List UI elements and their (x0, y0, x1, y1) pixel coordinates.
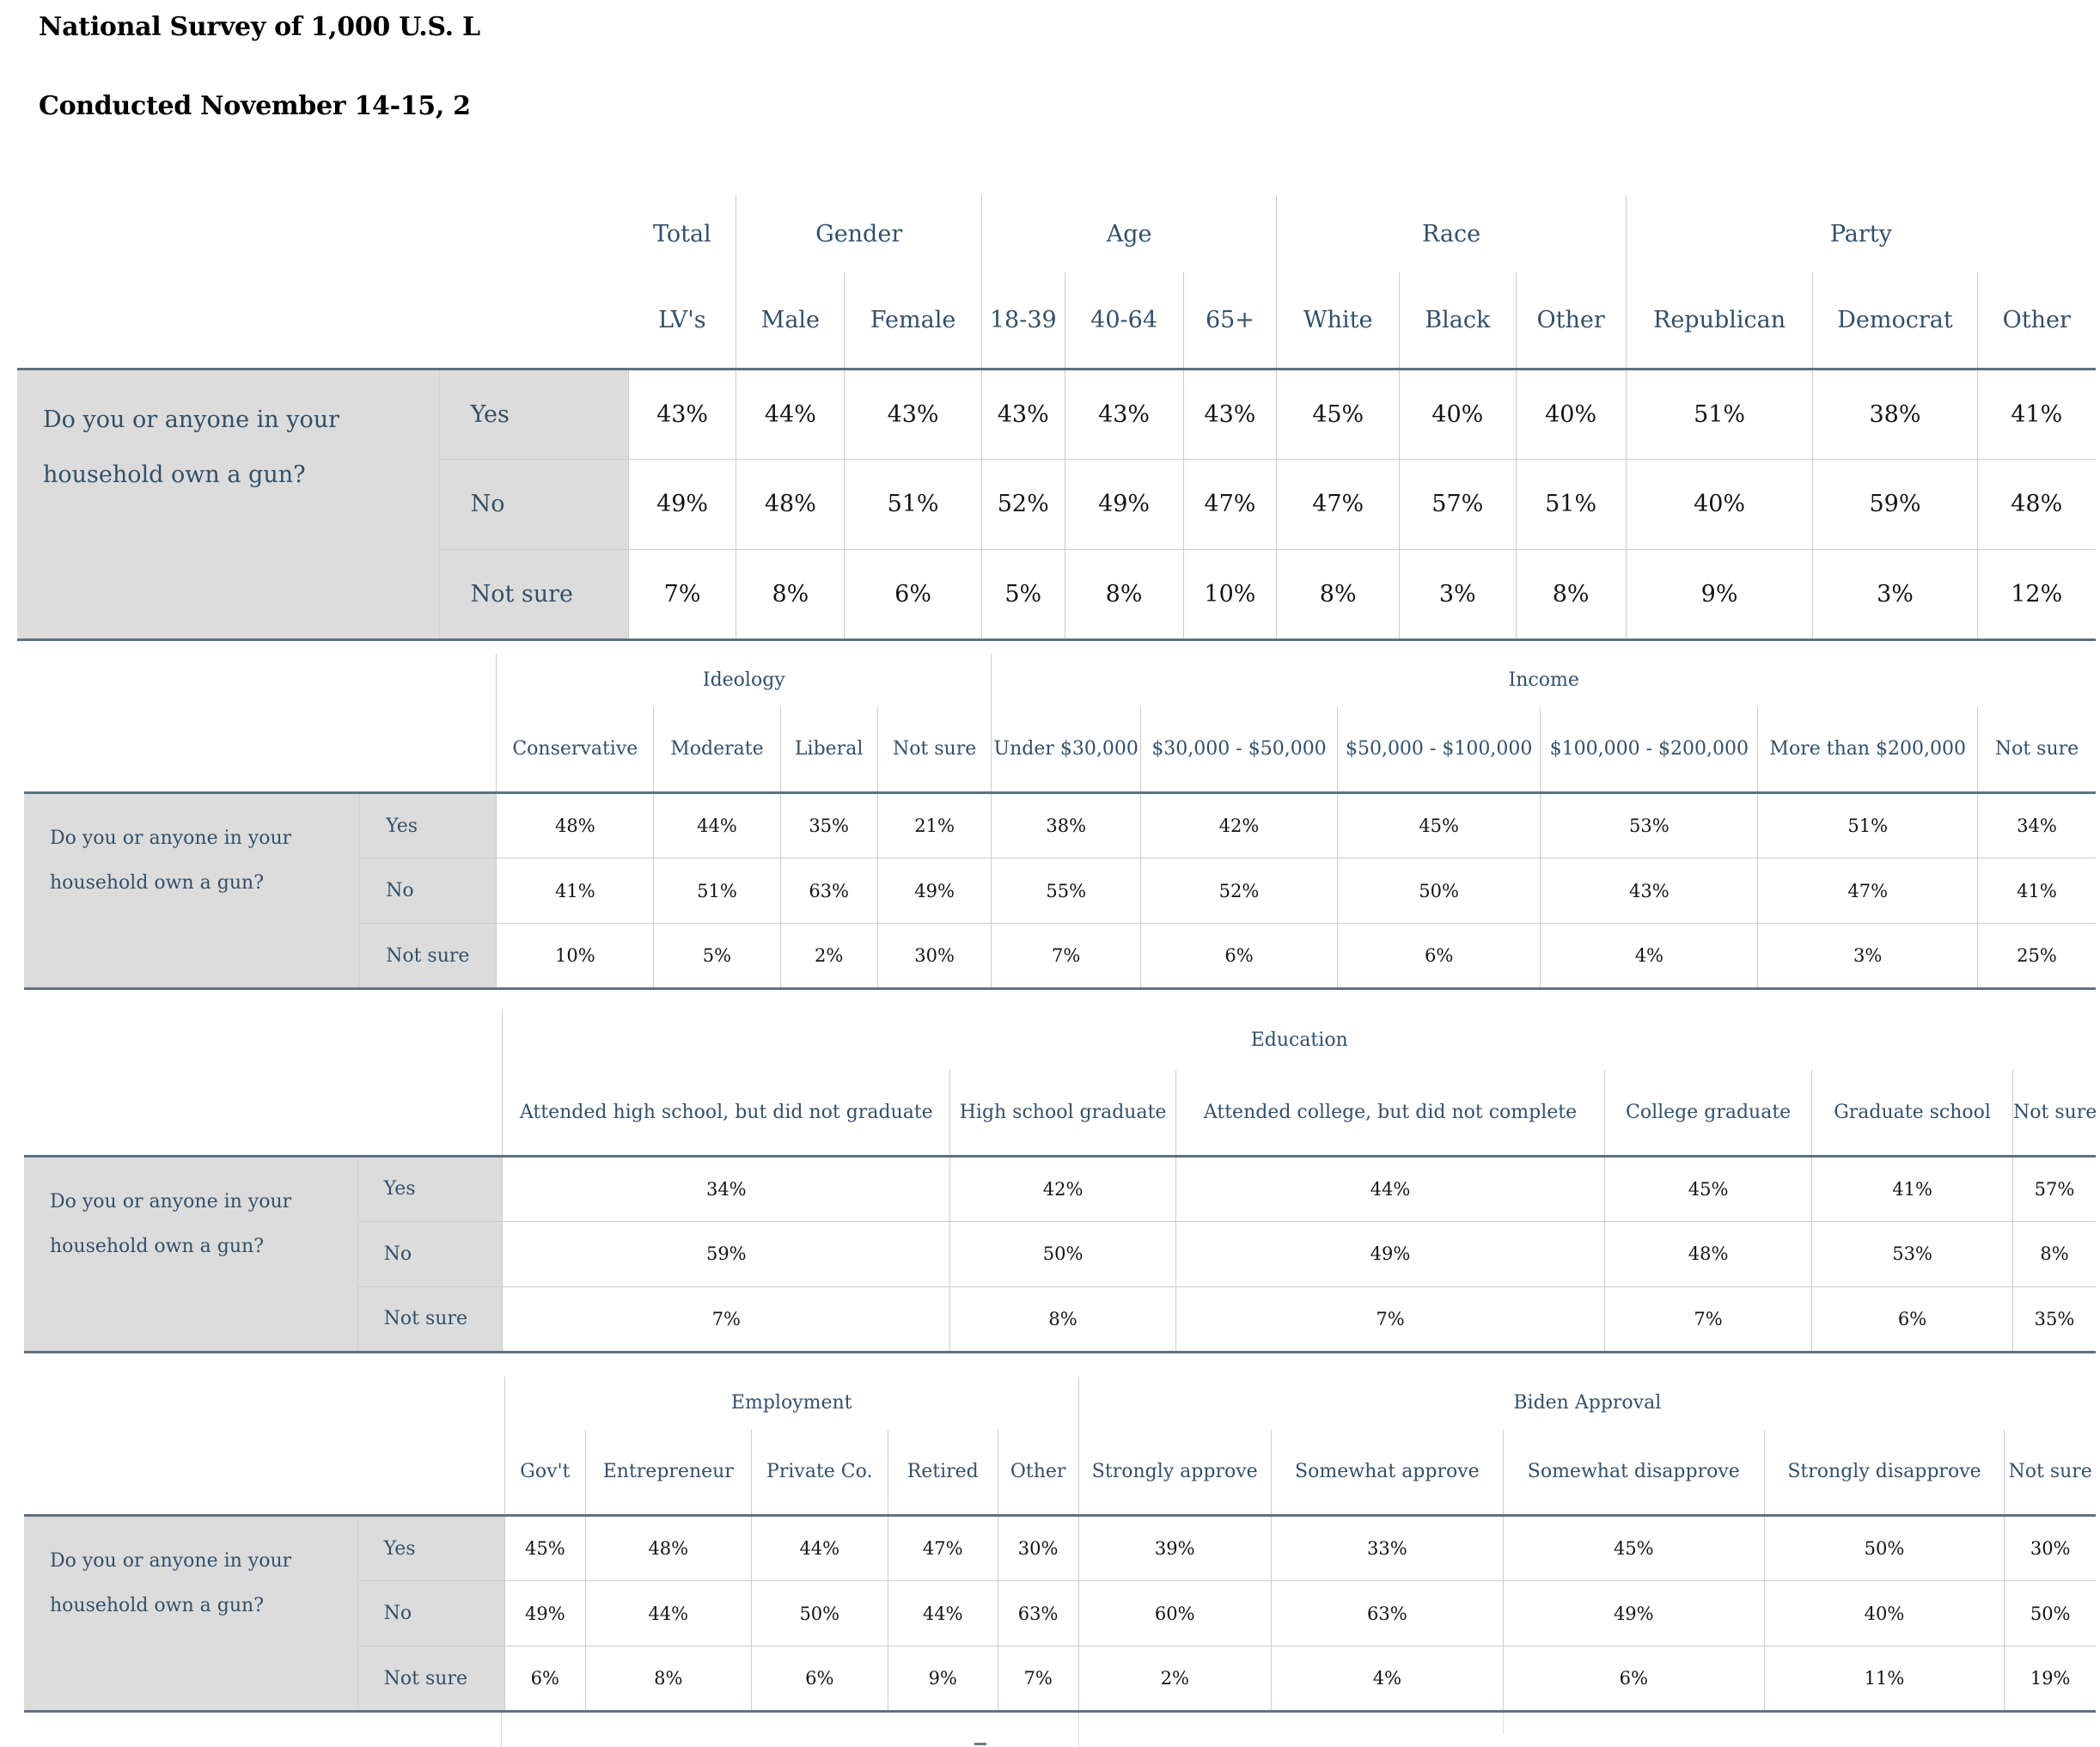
value-cell: 6% (1812, 1286, 2013, 1352)
value-cell: 43% (1065, 369, 1183, 459)
question-line2: household own a gun? (50, 872, 264, 894)
question-line1: Do you or anyone in your (50, 828, 292, 849)
value-cell: 60% (1078, 1581, 1271, 1646)
group-header-row (24, 654, 2096, 707)
value-cell: 8% (585, 1646, 751, 1712)
value-cell: 30% (998, 1516, 1078, 1581)
value-cell: 44% (654, 793, 780, 858)
column-header: Other (1516, 272, 1626, 369)
column-header: Conservative (497, 707, 654, 793)
value-cell: 10% (497, 924, 654, 989)
value-cell: 8% (1277, 549, 1400, 639)
value-cell: 11% (1764, 1646, 2005, 1712)
value-cell: 7% (628, 549, 736, 639)
column-header: High school graduate (950, 1070, 1176, 1156)
column-header-row (24, 1430, 2096, 1516)
value-cell: 40% (1626, 459, 1813, 549)
value-cell: 8% (1065, 549, 1183, 639)
value-cell: 39% (1078, 1516, 1271, 1581)
value-cell: 45% (1338, 793, 1541, 858)
value-cell: 38% (992, 793, 1141, 858)
value-cell: 49% (1175, 1221, 1604, 1286)
value-cell: 52% (1140, 858, 1337, 924)
value-cell: 48% (1977, 459, 2096, 549)
value-cell: 8% (1516, 549, 1626, 639)
value-cell: 41% (1977, 858, 2096, 924)
value-cell: 44% (888, 1581, 998, 1646)
column-header: Strongly approve (1078, 1430, 1271, 1516)
value-cell: 57% (2013, 1156, 2097, 1221)
value-cell: 53% (1541, 793, 1758, 858)
value-cell: 63% (780, 858, 877, 924)
column-header: Liberal (780, 707, 877, 793)
header-spacer (24, 1377, 504, 1430)
value-cell: 45% (504, 1516, 585, 1581)
row-label: Not sure (360, 924, 497, 989)
column-header: Not sure (1977, 707, 2096, 793)
value-cell: 57% (1400, 459, 1516, 549)
value-cell: 48% (497, 793, 654, 858)
column-header: Attended college, but did not complete (1175, 1070, 1604, 1156)
value-cell: 47% (1277, 459, 1400, 549)
value-cell: 52% (981, 459, 1065, 549)
value-cell: 49% (628, 459, 736, 549)
value-cell: 50% (751, 1581, 888, 1646)
value-cell: 19% (2005, 1646, 2096, 1712)
header-spacer (24, 1010, 503, 1070)
column-header: Attended high school, but did not graduate (503, 1070, 950, 1156)
crosstab-demographics (17, 195, 2096, 641)
value-cell: 41% (1812, 1156, 2013, 1221)
value-cell: 51% (845, 459, 982, 549)
value-cell: 5% (981, 549, 1065, 639)
column-header: Graduate school (1812, 1070, 2013, 1156)
next-table-fragment (24, 1713, 2096, 1747)
value-cell: 44% (751, 1516, 888, 1581)
value-cell: 47% (1758, 858, 1978, 924)
value-cell: 8% (736, 549, 845, 639)
value-cell: 3% (1400, 549, 1516, 639)
group-header-party: Party (1626, 195, 2096, 272)
crosstab-employment-biden-approval (24, 1377, 2096, 1713)
value-cell: 2% (780, 924, 877, 989)
value-cell: 49% (1503, 1581, 1764, 1646)
row-label: No (439, 459, 628, 549)
value-cell: 4% (1541, 924, 1758, 989)
column-header: 65+ (1183, 272, 1277, 369)
value-cell: 34% (1977, 793, 2096, 858)
value-cell: 51% (1626, 369, 1813, 459)
group-header-age: Age (981, 195, 1276, 272)
question-cell (24, 1516, 357, 1712)
table-row (17, 369, 2096, 459)
column-header: 18-39 (981, 272, 1065, 369)
table-row (24, 1516, 2096, 1581)
column-header: Strongly disapprove (1764, 1430, 2005, 1516)
value-cell: 9% (1626, 549, 1813, 639)
grid-line (1503, 1713, 1504, 1733)
group-header-education: Education (503, 1010, 2096, 1070)
value-cell: 50% (2005, 1581, 2096, 1646)
group-header-ideology: Ideology (497, 654, 992, 707)
row-label: No (357, 1581, 504, 1646)
value-cell: 7% (998, 1646, 1078, 1712)
value-cell: 30% (2005, 1516, 2096, 1581)
value-cell: 21% (877, 793, 992, 858)
column-header: Democrat (1813, 272, 1977, 369)
value-cell: 7% (1605, 1286, 1812, 1352)
column-header: Male (736, 272, 845, 369)
value-cell: 63% (1271, 1581, 1503, 1646)
value-cell: 8% (2013, 1221, 2097, 1286)
page-title-line2: Conducted November 14-15, 2 (39, 91, 471, 121)
row-label: Not sure (357, 1646, 504, 1712)
value-cell: 2% (1078, 1646, 1271, 1712)
group-header-row (24, 1377, 2096, 1430)
value-cell: 50% (1338, 858, 1541, 924)
value-cell: 50% (1764, 1516, 2005, 1581)
column-header: Gov't (504, 1430, 585, 1516)
value-cell: 49% (1065, 459, 1183, 549)
column-header: Not sure (2005, 1430, 2096, 1516)
value-cell: 33% (1271, 1516, 1503, 1581)
value-cell: 12% (1977, 549, 2096, 639)
value-cell: 50% (950, 1221, 1176, 1286)
column-header-row (17, 272, 2096, 369)
column-header: 40-64 (1065, 272, 1183, 369)
table-row (24, 793, 2096, 858)
column-header: Other (998, 1430, 1078, 1516)
question-line2: household own a gun? (43, 461, 306, 488)
value-cell: 6% (1140, 924, 1337, 989)
column-header: White (1277, 272, 1400, 369)
column-header: Other (1977, 272, 2096, 369)
value-cell: 35% (780, 793, 877, 858)
value-cell: 7% (1175, 1286, 1604, 1352)
value-cell: 45% (1605, 1156, 1812, 1221)
column-header: Private Co. (751, 1430, 888, 1516)
column-header: Not sure (877, 707, 992, 793)
column-header-row (24, 1070, 2096, 1156)
column-header: More than $200,000 (1758, 707, 1978, 793)
value-cell: 45% (1503, 1516, 1764, 1581)
value-cell: 42% (950, 1156, 1176, 1221)
value-cell: 48% (585, 1516, 751, 1581)
question-line1: Do you or anyone in your (50, 1190, 292, 1213)
value-cell: 40% (1516, 369, 1626, 459)
value-cell: 6% (751, 1646, 888, 1712)
row-label: No (357, 1221, 503, 1286)
column-header: Moderate (654, 707, 780, 793)
value-cell: 3% (1758, 924, 1978, 989)
question-line1: Do you or anyone in your (43, 406, 340, 433)
question-cell (17, 369, 439, 639)
grid-line (501, 1713, 502, 1747)
value-cell: 44% (585, 1581, 751, 1646)
column-header: Not sure (2013, 1070, 2097, 1156)
group-header-biden-approval: Biden Approval (1078, 1377, 2096, 1430)
column-header: $50,000 - $100,000 (1338, 707, 1541, 793)
row-label: Yes (357, 1156, 503, 1221)
value-cell: 6% (504, 1646, 585, 1712)
value-cell: 48% (1605, 1221, 1812, 1286)
value-cell: 40% (1764, 1581, 2005, 1646)
value-cell: 41% (497, 858, 654, 924)
question-line2: household own a gun? (50, 1235, 264, 1257)
crosstab-education (24, 1010, 2096, 1353)
value-cell: 6% (1503, 1646, 1764, 1712)
group-header-income: Income (992, 654, 2096, 707)
row-label: Yes (439, 369, 628, 459)
crosstab-ideology-income (24, 654, 2096, 991)
value-cell: 41% (1977, 369, 2096, 459)
value-cell: 51% (654, 858, 780, 924)
value-cell: 47% (1183, 459, 1277, 549)
column-header-row (24, 707, 2096, 793)
value-cell: 30% (877, 924, 992, 989)
row-label: Yes (360, 793, 497, 858)
group-header-employment: Employment (504, 1377, 1078, 1430)
value-cell: 6% (845, 549, 982, 639)
value-cell: 7% (503, 1286, 950, 1352)
column-header: Under $30,000 (992, 707, 1141, 793)
value-cell: 34% (503, 1156, 950, 1221)
value-cell: 10% (1183, 549, 1277, 639)
group-header-row (17, 195, 2096, 272)
column-header: LV's (658, 306, 706, 333)
question-line2: household own a gun? (50, 1595, 264, 1616)
value-cell: 51% (1516, 459, 1626, 549)
value-cell: 53% (1812, 1221, 2013, 1286)
column-header: $30,000 - $50,000 (1140, 707, 1337, 793)
question-cell (24, 793, 360, 989)
value-cell: 43% (1183, 369, 1277, 459)
value-cell: 47% (888, 1516, 998, 1581)
question-line1: Do you or anyone in your (50, 1550, 292, 1572)
header-spacer (24, 1070, 503, 1156)
value-cell: 59% (503, 1221, 950, 1286)
value-cell: 44% (1175, 1156, 1604, 1221)
header-spacer (24, 654, 497, 707)
grid-line (1078, 1713, 1079, 1747)
row-label: Yes (357, 1516, 504, 1581)
header-spacer (17, 195, 628, 272)
group-header-gender: Gender (736, 195, 981, 272)
group-header-race: Race (1277, 195, 1626, 272)
column-header: $100,000 - $200,000 (1541, 707, 1758, 793)
value-cell: 9% (888, 1646, 998, 1712)
row-label: Not sure (357, 1286, 503, 1352)
value-cell: 63% (998, 1581, 1078, 1646)
column-header: Black (1400, 272, 1516, 369)
value-cell: 25% (1977, 924, 2096, 989)
value-cell: 6% (1338, 924, 1541, 989)
row-label: Not sure (439, 549, 628, 639)
value-cell: 49% (504, 1581, 585, 1646)
value-cell: 4% (1271, 1646, 1503, 1712)
report-header (0, 0, 2100, 121)
value-cell: 48% (736, 459, 845, 549)
column-header: College graduate (1605, 1070, 1812, 1156)
header-spacer (24, 1430, 504, 1516)
value-cell: 55% (992, 858, 1141, 924)
value-cell: 45% (1277, 369, 1400, 459)
column-header: Female (845, 272, 982, 369)
value-cell: 49% (877, 858, 992, 924)
value-cell: 42% (1140, 793, 1337, 858)
column-header: Retired (888, 1430, 998, 1516)
column-header: Somewhat disapprove (1503, 1430, 1764, 1516)
value-cell: 35% (2013, 1286, 2097, 1352)
value-cell: 5% (654, 924, 780, 989)
question-cell (24, 1156, 357, 1352)
header-spacer (17, 272, 628, 369)
row-label: No (360, 858, 497, 924)
group-header-total: Total (652, 220, 711, 247)
page-title-line1: National Survey of 1,000 U.S. L (39, 12, 480, 42)
value-cell: 59% (1813, 459, 1977, 549)
value-cell: 43% (1541, 858, 1758, 924)
value-cell: 43% (981, 369, 1065, 459)
value-cell: 38% (1813, 369, 1977, 459)
value-cell: 43% (628, 369, 736, 459)
group-header-row (24, 1010, 2096, 1070)
value-cell: 51% (1758, 793, 1978, 858)
value-cell: 43% (845, 369, 982, 459)
column-header: Republican (1626, 272, 1813, 369)
value-cell: 44% (736, 369, 845, 459)
column-header: Entrepreneur (585, 1430, 751, 1516)
column-header: Somewhat approve (1271, 1430, 1503, 1516)
value-cell: 7% (992, 924, 1141, 989)
value-cell: 40% (1400, 369, 1516, 459)
header-spacer (24, 707, 497, 793)
table-row (24, 1156, 2096, 1221)
value-cell: 3% (1813, 549, 1977, 639)
value-cell: 8% (950, 1286, 1176, 1352)
